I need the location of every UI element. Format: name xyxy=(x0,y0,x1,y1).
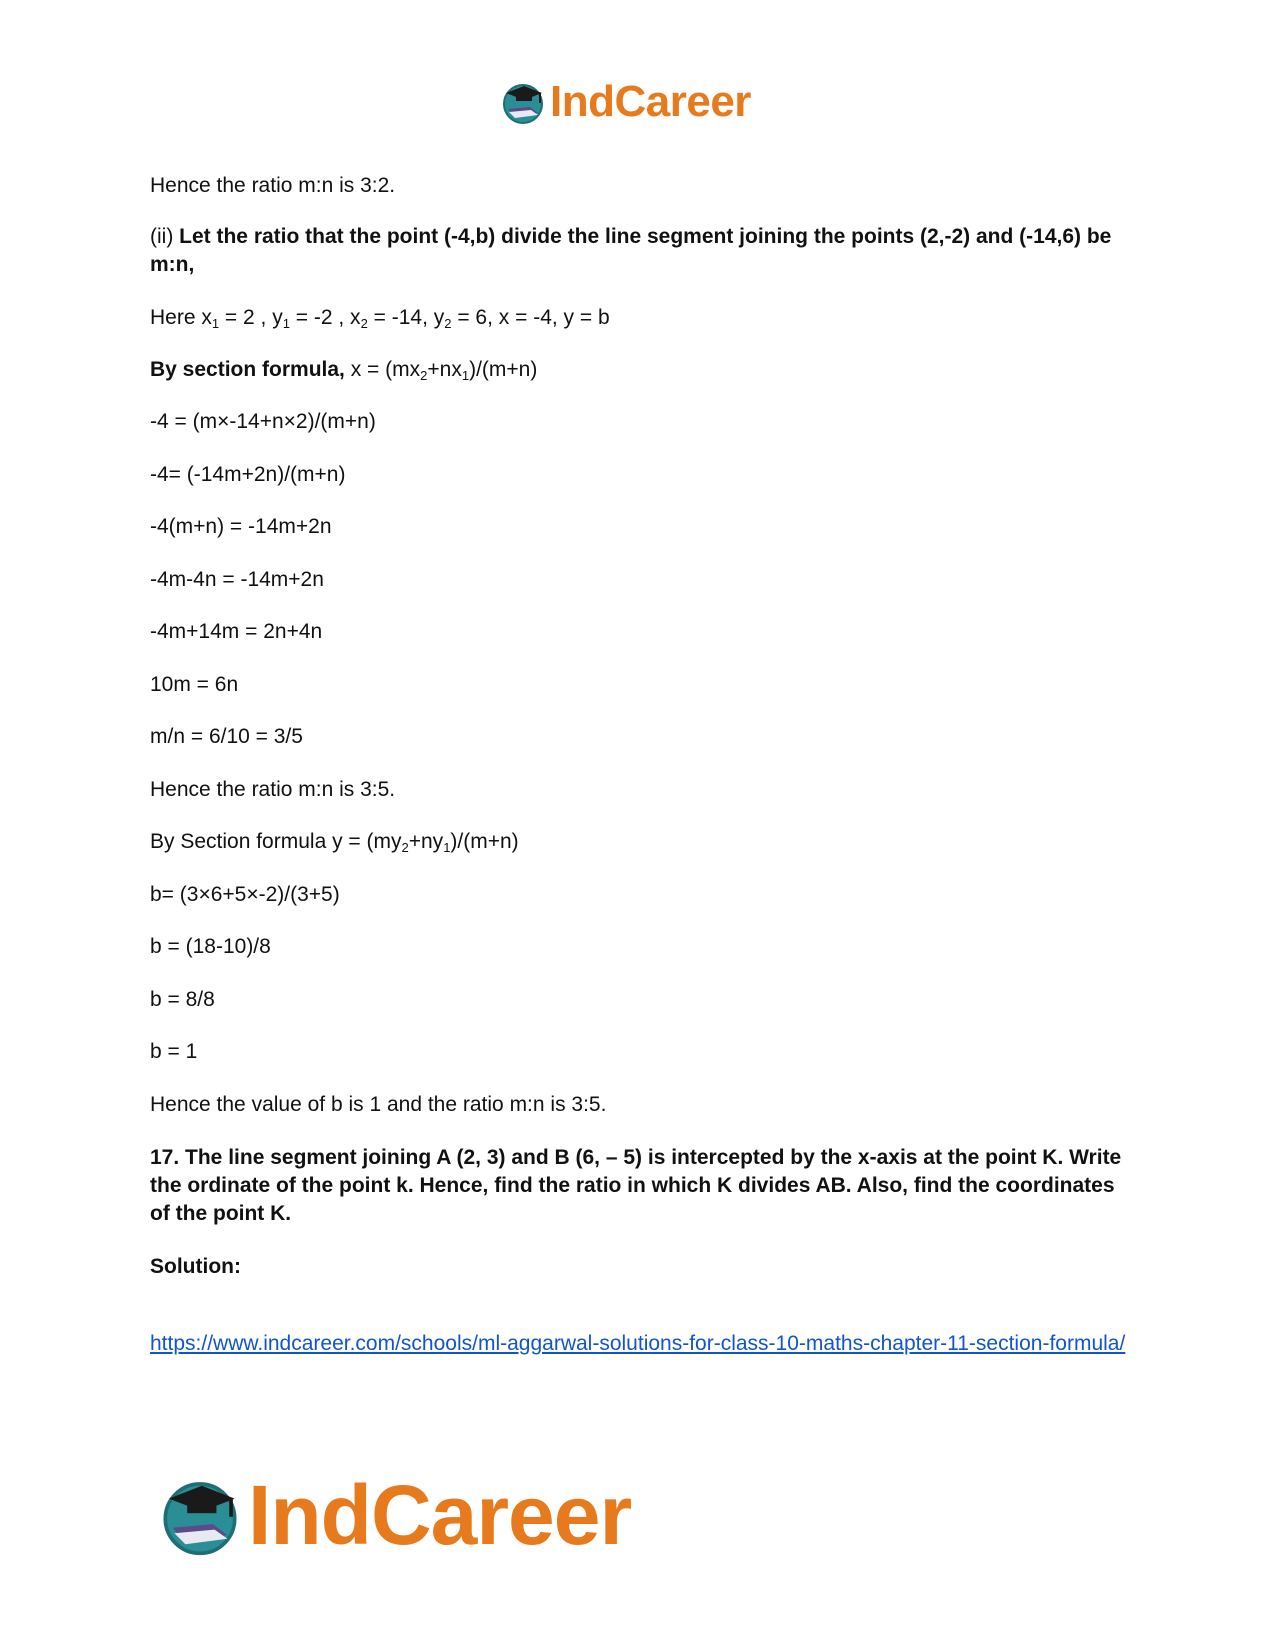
text-run: By Section formula y = (my xyxy=(150,830,402,853)
text-run: +nx xyxy=(427,358,462,381)
text-run: +ny xyxy=(408,830,444,853)
equation-line: -4(m+n) = -14m+2n xyxy=(150,515,332,538)
subscript: 1 xyxy=(211,316,220,331)
paragraph: Hence the value of b is 1 and the ratio m:n is 3:5. xyxy=(150,1093,607,1116)
given-values xyxy=(150,304,1130,332)
brand-wordmark: IndCareer xyxy=(550,77,751,126)
subscript: 1 xyxy=(443,840,451,855)
indcareer-logo-footer xyxy=(158,1467,632,1562)
question-part-ii xyxy=(150,223,1130,279)
solution-heading: Solution: xyxy=(150,1255,241,1278)
text-run: = -14, y xyxy=(367,306,445,329)
equation-line: -4m+14m = 2n+4n xyxy=(150,620,323,643)
equation-line: b = 8/8 xyxy=(150,988,215,1011)
text-run: = -2 , x xyxy=(289,306,361,329)
paragraph: Hence the ratio m:n is 3:5. xyxy=(150,778,396,801)
equation-line: 10m = 6n xyxy=(150,673,239,696)
equation-line: -4 = (m×-14+n×2)/(m+n) xyxy=(150,410,376,433)
graduation-cap-globe-book-icon xyxy=(158,1473,242,1557)
equation-line: b = (18-10)/8 xyxy=(150,935,271,958)
equation-line: -4m-4n = -14m+2n xyxy=(150,568,324,591)
question-17: 17. The line segment joining A (2, 3) and B (6, – 5) is intercepted by the x-axis at the point K. Write the ordinate of the point k. Hence, find the ratio in which K divides AB. Also, find the coordinates of the point K. xyxy=(150,1146,1122,1225)
footer-link-wrap xyxy=(150,1330,1130,1358)
subscript: 2 xyxy=(360,316,368,331)
text-run: = 6, x = -4, y = b xyxy=(451,306,610,329)
subscript: 2 xyxy=(444,316,452,331)
footer-link[interactable]: https://www.indcareer.com/schools/ml-aggarwal-solutions-for-class-10-maths-chapter-11-section-formula/ xyxy=(150,1332,1126,1355)
paragraph: Hence the ratio m:n is 3:2. xyxy=(150,174,396,197)
equation-line: m/n = 6/10 = 3/5 xyxy=(150,725,303,748)
text-run: = 2 , y xyxy=(219,306,283,329)
section-formula-y xyxy=(150,828,1130,856)
equation-line: b= (3×6+5×-2)/(3+5) xyxy=(150,883,340,906)
equation-line: -4= (-14m+2n)/(m+n) xyxy=(150,463,346,486)
subscript: 1 xyxy=(461,368,470,383)
text-run: )/(m+n) xyxy=(450,830,519,853)
graduation-cap-globe-book-icon xyxy=(500,79,546,125)
subscript: 2 xyxy=(420,368,428,383)
equation-line: b = 1 xyxy=(150,1040,198,1063)
brand-wordmark: IndCareer xyxy=(248,1467,632,1562)
section-formula-x xyxy=(150,356,1130,384)
bold-label: By section formula, xyxy=(150,358,345,381)
subscript: 1 xyxy=(282,316,290,331)
text-run: Here x xyxy=(150,306,212,329)
indcareer-logo-header xyxy=(500,76,751,128)
part-label: (ii) xyxy=(150,225,180,248)
subscript: 2 xyxy=(401,840,409,855)
text-run: x = (mx xyxy=(344,358,421,381)
part-statement: Let the ratio that the point (-4,b) divide the line segment joining the points (2,-2) and (-14,6) be m:n, xyxy=(150,225,1112,276)
text-run: )/(m+n) xyxy=(469,358,538,381)
